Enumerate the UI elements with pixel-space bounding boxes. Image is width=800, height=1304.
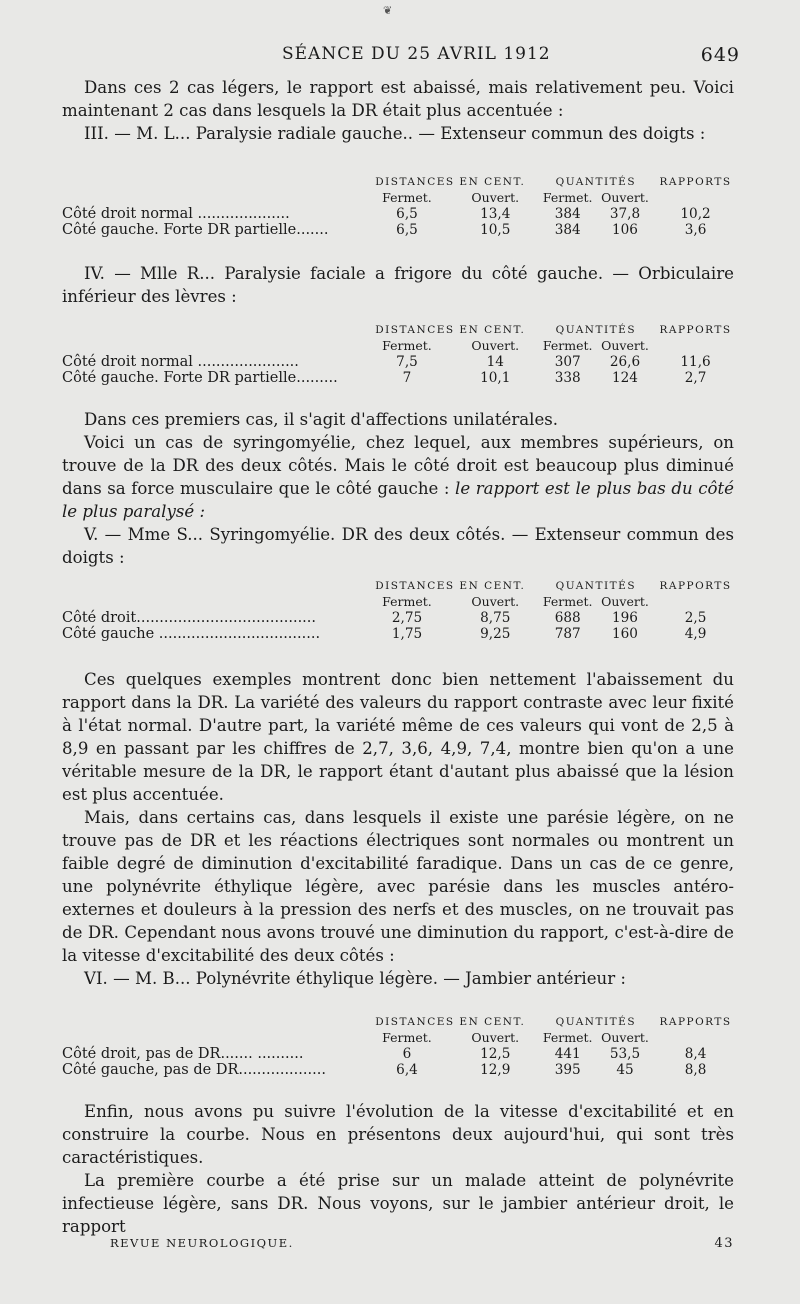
cell: 13,4	[480, 206, 511, 222]
paragraph: Enfin, nous avons pu suivre l'évolution de la vitesse d'excitabilité et en construire la courbe. Nous en présentons deux aujourd'hui, qui sont très caractéristiques.	[62, 1102, 734, 1167]
cell: 441	[554, 1046, 581, 1062]
case-heading: III. — M. L... Paralysie radiale gauche.. — Extenseur commun des doigts :	[84, 124, 706, 143]
sub-fermet: Fermet.	[542, 190, 593, 205]
sub-fermet: Fermet.	[542, 594, 593, 609]
sub-fermet: Fermet.	[542, 1030, 593, 1045]
header-rapports: RAPPORTS	[659, 1016, 732, 1028]
case-heading-text: IV. — Mlle R... Paralysie faciale a frigore du côté gauche. — Orbiculaire inférieur des lèvres :	[62, 264, 734, 306]
text-block-5	[62, 1100, 734, 1238]
cell: 688	[554, 610, 581, 626]
row-label: Côté droit normal ......................	[62, 354, 299, 370]
header-distances: DISTANCES EN CENT.	[375, 324, 526, 336]
sub-fermet: Fermet.	[542, 338, 593, 353]
cell: 4,9	[684, 626, 707, 642]
cell: 10,2	[680, 206, 711, 222]
table-row	[62, 1046, 738, 1062]
cell: 14	[486, 354, 504, 370]
header-distances: DISTANCES EN CENT.	[375, 580, 526, 592]
table-row	[62, 626, 738, 642]
cell: 8,75	[480, 610, 511, 626]
page-header	[60, 44, 740, 72]
row-label: Côté gauche. Forte DR partielle.........	[62, 370, 338, 386]
cell: 12,5	[480, 1046, 511, 1062]
measurement-table-2	[62, 322, 738, 386]
cell: 26,6	[609, 354, 641, 370]
sub-fermet: Fermet.	[382, 190, 432, 205]
cell: 395	[554, 1062, 581, 1078]
cell: 6,5	[396, 206, 418, 222]
table-row	[62, 206, 738, 222]
header-distances: DISTANCES EN CENT.	[375, 176, 526, 188]
cell: 7	[402, 370, 412, 386]
emphasis: le rapport est le plus bas du côté le plus paralysé :	[62, 479, 734, 521]
sub-ouvert: Ouvert.	[601, 594, 649, 609]
text-block-2	[62, 262, 734, 308]
page-number: 649	[700, 44, 740, 66]
sub-fermet: Fermet.	[382, 594, 432, 609]
cell: 10,1	[480, 370, 511, 386]
table-row	[62, 222, 738, 238]
cell: 9,25	[480, 626, 511, 642]
cell: 6,4	[396, 1062, 418, 1078]
sub-ouvert: Ouvert.	[471, 338, 520, 353]
sub-ouvert: Ouvert.	[471, 190, 520, 205]
cell: 787	[554, 626, 581, 642]
table-row	[62, 610, 738, 626]
header-rapports: RAPPORTS	[659, 580, 732, 592]
cell: 53,5	[609, 1046, 641, 1062]
measurement-table-3	[62, 578, 738, 642]
paragraph: Ces quelques exemples montrent donc bien nettement l'abaissement du rapport dans la DR. La variété des valeurs du rapport contraste avec leur fixité à l'état normal. D'autre part, la variété même de ces valeurs qui vont de 2,5 à 8,9 en passant par les chiffres de 2,7, 3,6, 4,9, 7,4, montre bien qu'on a une véritable mesure de la DR, le rapport étant d'autant plus abaissé que la lésion est plus accentuée.	[62, 670, 734, 804]
table-row	[62, 370, 738, 386]
cell: 12,9	[480, 1062, 511, 1078]
row-label: Côté gauche. Forte DR partielle.......	[62, 222, 329, 238]
header-quantites: QUANTITÉS	[555, 580, 637, 592]
text-block-3	[62, 408, 734, 569]
cell: 10,5	[480, 222, 511, 238]
sub-ouvert: Ouvert.	[601, 1030, 649, 1045]
header-quantites: QUANTITÉS	[555, 324, 637, 336]
cell: 1,75	[391, 626, 423, 642]
paragraph: Mais, dans certains cas, dans lesquels il existe une parésie légère, on ne trouve pas de DR et les réactions électriques sont normales ou montrent un faible degré de diminution d'excitabilité faradique. Dans un cas de ce genre, une polynévrite éthylique légère, avec parésie dans les muscles antéro-externes et douleurs à la pression des nerfs et des muscles, on ne trouvait pas de DR. Cependant nous avons trouvé une diminution du rapport, c'est-à-dire de la vitesse d'excitabilité des deux côtés :	[62, 808, 734, 965]
case-heading: V. — Mme S... Syringomyélie. DR des deux côtés. — Extenseur commun des doigts :	[62, 525, 734, 567]
cell: 45	[616, 1062, 634, 1078]
cell: 6,5	[396, 222, 418, 238]
sub-fermet: Fermet.	[382, 338, 432, 353]
case-heading: VI. — M. B... Polynévrite éthylique légère. — Jambier antérieur :	[84, 969, 626, 988]
sub-ouvert: Ouvert.	[471, 594, 520, 609]
text-block-1	[62, 76, 734, 145]
measurement-table-1	[62, 174, 738, 238]
cell: 196	[612, 610, 638, 626]
cell: 3,6	[684, 222, 707, 238]
sub-ouvert: Ouvert.	[471, 1030, 520, 1045]
cell: 11,6	[680, 354, 711, 370]
row-label: Côté droit.......................................	[62, 610, 317, 626]
paragraph-text: Voici un cas de syringomyélie, chez lequel, aux membres supérieurs, on trouve de la DR des deux côtés. Mais le côté droit est beaucoup plus diminué dans sa force musculaire que le côté gauche :	[62, 433, 734, 498]
cell: 2,75	[391, 610, 423, 626]
row-label: Côté gauche ...................................	[62, 626, 321, 642]
cell: 338	[554, 370, 581, 386]
cell: 384	[554, 206, 581, 222]
signature-mark: 43	[714, 1236, 734, 1251]
cell: 160	[612, 626, 638, 642]
header-quantites: QUANTITÉS	[555, 1016, 637, 1028]
top-ornament: ❦	[383, 4, 393, 17]
paragraph: La première courbe a été prise sur un malade atteint de polynévrite infectieuse légère, sans DR. Nous voyons, sur le jambier antérieur droit, le rapport	[62, 1171, 734, 1236]
journal-name: REVUE NEUROLOGIQUE.	[110, 1236, 294, 1250]
paragraph	[62, 431, 734, 523]
sub-ouvert: Ouvert.	[601, 190, 649, 205]
cell: 8,4	[684, 1046, 707, 1062]
cell: 307	[554, 354, 581, 370]
cell: 106	[612, 222, 638, 238]
row-label: Côté droit normal ....................	[62, 206, 290, 222]
header-rapports: RAPPORTS	[659, 176, 732, 188]
sub-ouvert: Ouvert.	[601, 338, 649, 353]
cell: 37,8	[609, 206, 641, 222]
row-label: Côté gauche, pas de DR...................	[62, 1062, 326, 1078]
cell: 7,5	[396, 354, 418, 370]
cell: 2,7	[684, 370, 707, 386]
sub-fermet: Fermet.	[382, 1030, 432, 1045]
case-heading	[62, 262, 734, 308]
cell: 2,5	[684, 610, 707, 626]
cell: 384	[554, 222, 581, 238]
header-distances: DISTANCES EN CENT.	[375, 1016, 526, 1028]
cell: 8,8	[684, 1062, 707, 1078]
running-title: SÉANCE DU 25 AVRIL 1912	[282, 44, 551, 64]
text-block-4	[62, 668, 734, 990]
table-row	[62, 354, 738, 370]
row-label: Côté droit, pas de DR....... ..........	[62, 1046, 304, 1062]
cell: 6	[402, 1046, 412, 1062]
paragraph: Dans ces premiers cas, il s'agit d'affections unilatérales.	[84, 410, 559, 429]
measurement-table-4	[62, 1014, 738, 1078]
table-row	[62, 1062, 738, 1078]
header-rapports: RAPPORTS	[659, 324, 732, 336]
header-quantites: QUANTITÉS	[555, 176, 637, 188]
cell: 124	[612, 370, 638, 386]
paragraph: Dans ces 2 cas légers, le rapport est abaissé, mais relativement peu. Voici maintenant 2 cas dans lesquels la DR était plus accentuée :	[62, 78, 734, 120]
